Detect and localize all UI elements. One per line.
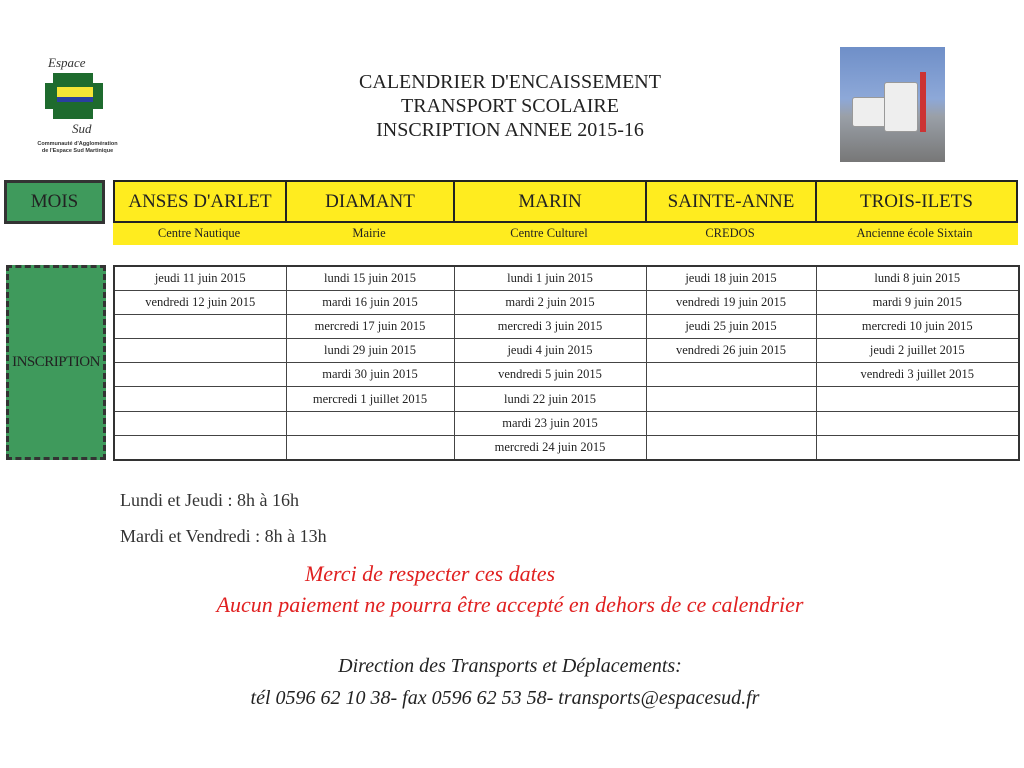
table-row: [114, 266, 1019, 290]
date-cell: [646, 411, 816, 435]
date-cell: [114, 314, 286, 338]
date-cell: jeudi 25 juin 2015: [646, 314, 816, 338]
table-row: [114, 363, 1019, 387]
footer-line: Direction des Transports et Déplacements:: [338, 655, 682, 677]
table-row: [114, 314, 1019, 338]
place-label: CREDOS: [705, 226, 755, 240]
place-label: Mairie: [352, 226, 386, 240]
table-row: [114, 411, 1019, 435]
date-cell: mercredi 1 juillet 2015: [286, 387, 454, 411]
place-label: Centre Nautique: [157, 226, 241, 240]
date-cell: [114, 363, 286, 387]
title-line: CALENDRIER D'ENCAISSEMENT: [359, 71, 661, 93]
page-title: [300, 70, 720, 142]
date-cell: vendredi 3 juillet 2015: [816, 363, 1019, 387]
date-cell: [114, 339, 286, 363]
notice-line: Merci de respecter ces dates: [304, 561, 556, 586]
date-cell: mercredi 10 juin 2015: [816, 314, 1019, 338]
date-cell: [114, 435, 286, 459]
date-cell: jeudi 18 juin 2015: [646, 266, 816, 290]
commune-header: ANSES D'ARLET: [115, 182, 287, 221]
date-cell: [646, 435, 816, 459]
date-cell: [816, 387, 1019, 411]
date-cell: mardi 2 juin 2015: [454, 290, 646, 314]
date-cell: lundi 8 juin 2015: [816, 266, 1019, 290]
hours-line: Lundi et Jeudi : 8h à 16h: [120, 490, 299, 510]
table-row: [114, 290, 1019, 314]
date-cell: mardi 9 juin 2015: [816, 290, 1019, 314]
mois-label: MOIS: [4, 180, 105, 224]
logo-word-top: Espace: [48, 55, 86, 70]
date-cell: vendredi 19 juin 2015: [646, 290, 816, 314]
dates-table: [113, 265, 1020, 461]
logo-caption: Communauté d'Agglomération de l'Espace Sud Martinique: [37, 141, 118, 154]
date-cell: jeudi 2 juillet 2015: [816, 339, 1019, 363]
commune-header: MARIN: [455, 182, 647, 221]
notice-line: Aucun paiement ne pourra être accepté en dehors de ce calendrier: [216, 592, 804, 617]
title-line: TRANSPORT SCOLAIRE: [401, 95, 619, 117]
place-label: Centre Culturel: [510, 226, 588, 240]
date-cell: [286, 411, 454, 435]
date-cell: mardi 30 juin 2015: [286, 363, 454, 387]
place-row: [113, 223, 1018, 245]
place-label: Ancienne école Sixtain: [856, 226, 973, 240]
commune-header: TROIS-ILETS: [860, 191, 973, 212]
bus-photo: [840, 47, 945, 162]
date-cell: [646, 363, 816, 387]
date-cell: mercredi 24 juin 2015: [454, 435, 646, 459]
commune-header: SAINTE-ANNE: [647, 182, 817, 221]
date-cell: [114, 411, 286, 435]
date-cell: jeudi 4 juin 2015: [454, 339, 646, 363]
espace-sud-logo: [20, 55, 135, 160]
date-cell: lundi 1 juin 2015: [454, 266, 646, 290]
date-cell: mardi 16 juin 2015: [286, 290, 454, 314]
commune-header: DIAMANT: [287, 182, 455, 221]
table-row: [114, 435, 1019, 459]
date-cell: [816, 411, 1019, 435]
footer-contact: tél 0596 62 10 38- fax 0596 62 53 58- transports@espacesud.fr: [250, 687, 760, 709]
date-cell: [646, 387, 816, 411]
title-line: INSCRIPTION ANNEE 2015-16: [376, 119, 644, 141]
date-cell: [114, 387, 286, 411]
date-cell: lundi 29 juin 2015: [286, 339, 454, 363]
hours-line: Mardi et Vendredi : 8h à 13h: [120, 526, 327, 546]
date-cell: mercredi 17 juin 2015: [286, 314, 454, 338]
commune-header-row: [113, 180, 1018, 223]
date-cell: vendredi 12 juin 2015: [114, 290, 286, 314]
date-cell: vendredi 5 juin 2015: [454, 363, 646, 387]
table-row: [114, 339, 1019, 363]
logo-mark-icon: [45, 71, 105, 121]
date-cell: [816, 435, 1019, 459]
date-cell: lundi 15 juin 2015: [286, 266, 454, 290]
date-cell: jeudi 11 juin 2015: [114, 266, 286, 290]
date-cell: mardi 23 juin 2015: [454, 411, 646, 435]
date-cell: [286, 435, 454, 459]
logo-word-bottom: Sud: [72, 121, 92, 136]
date-cell: lundi 22 juin 2015: [454, 387, 646, 411]
date-cell: mercredi 3 juin 2015: [454, 314, 646, 338]
date-cell: vendredi 26 juin 2015: [646, 339, 816, 363]
table-row: [114, 387, 1019, 411]
inscription-label: INSCRIPTION: [6, 265, 106, 460]
